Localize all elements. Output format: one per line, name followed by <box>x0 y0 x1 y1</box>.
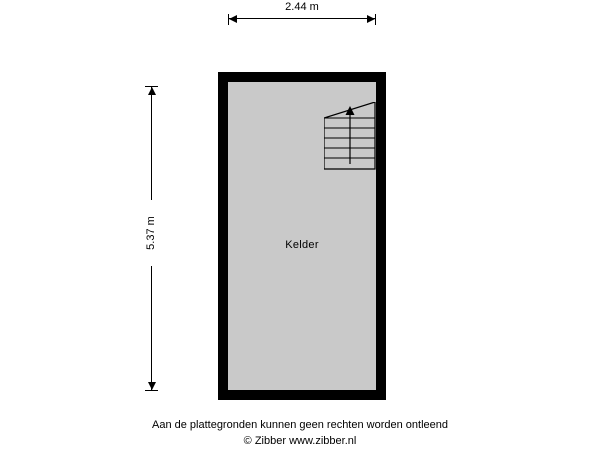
height-dimension-label: 5.37 m <box>144 200 158 266</box>
copyright-text: © Zibber www.zibber.nl <box>243 435 357 447</box>
width-dimension-line <box>228 18 376 19</box>
disclaimer-text: Aan de plattegronden kunnen geen rechten worden ontleend <box>151 419 448 431</box>
room-outline <box>218 72 386 400</box>
width-arrow-left-icon <box>229 15 237 23</box>
width-dimension <box>228 1 376 34</box>
width-arrow-right-icon <box>367 15 375 23</box>
height-arrow-top-icon <box>148 87 156 95</box>
staircase <box>324 102 376 170</box>
height-dimension <box>140 86 164 391</box>
room-floor <box>228 82 376 390</box>
height-arrow-bottom-icon <box>148 382 156 390</box>
width-dimension-label: 2.44 m <box>228 0 376 14</box>
room-name-label: Kelder <box>285 239 319 251</box>
height-dimension-cap-bottom <box>145 390 158 391</box>
footer <box>0 417 600 449</box>
staircase-graphic <box>324 102 376 170</box>
